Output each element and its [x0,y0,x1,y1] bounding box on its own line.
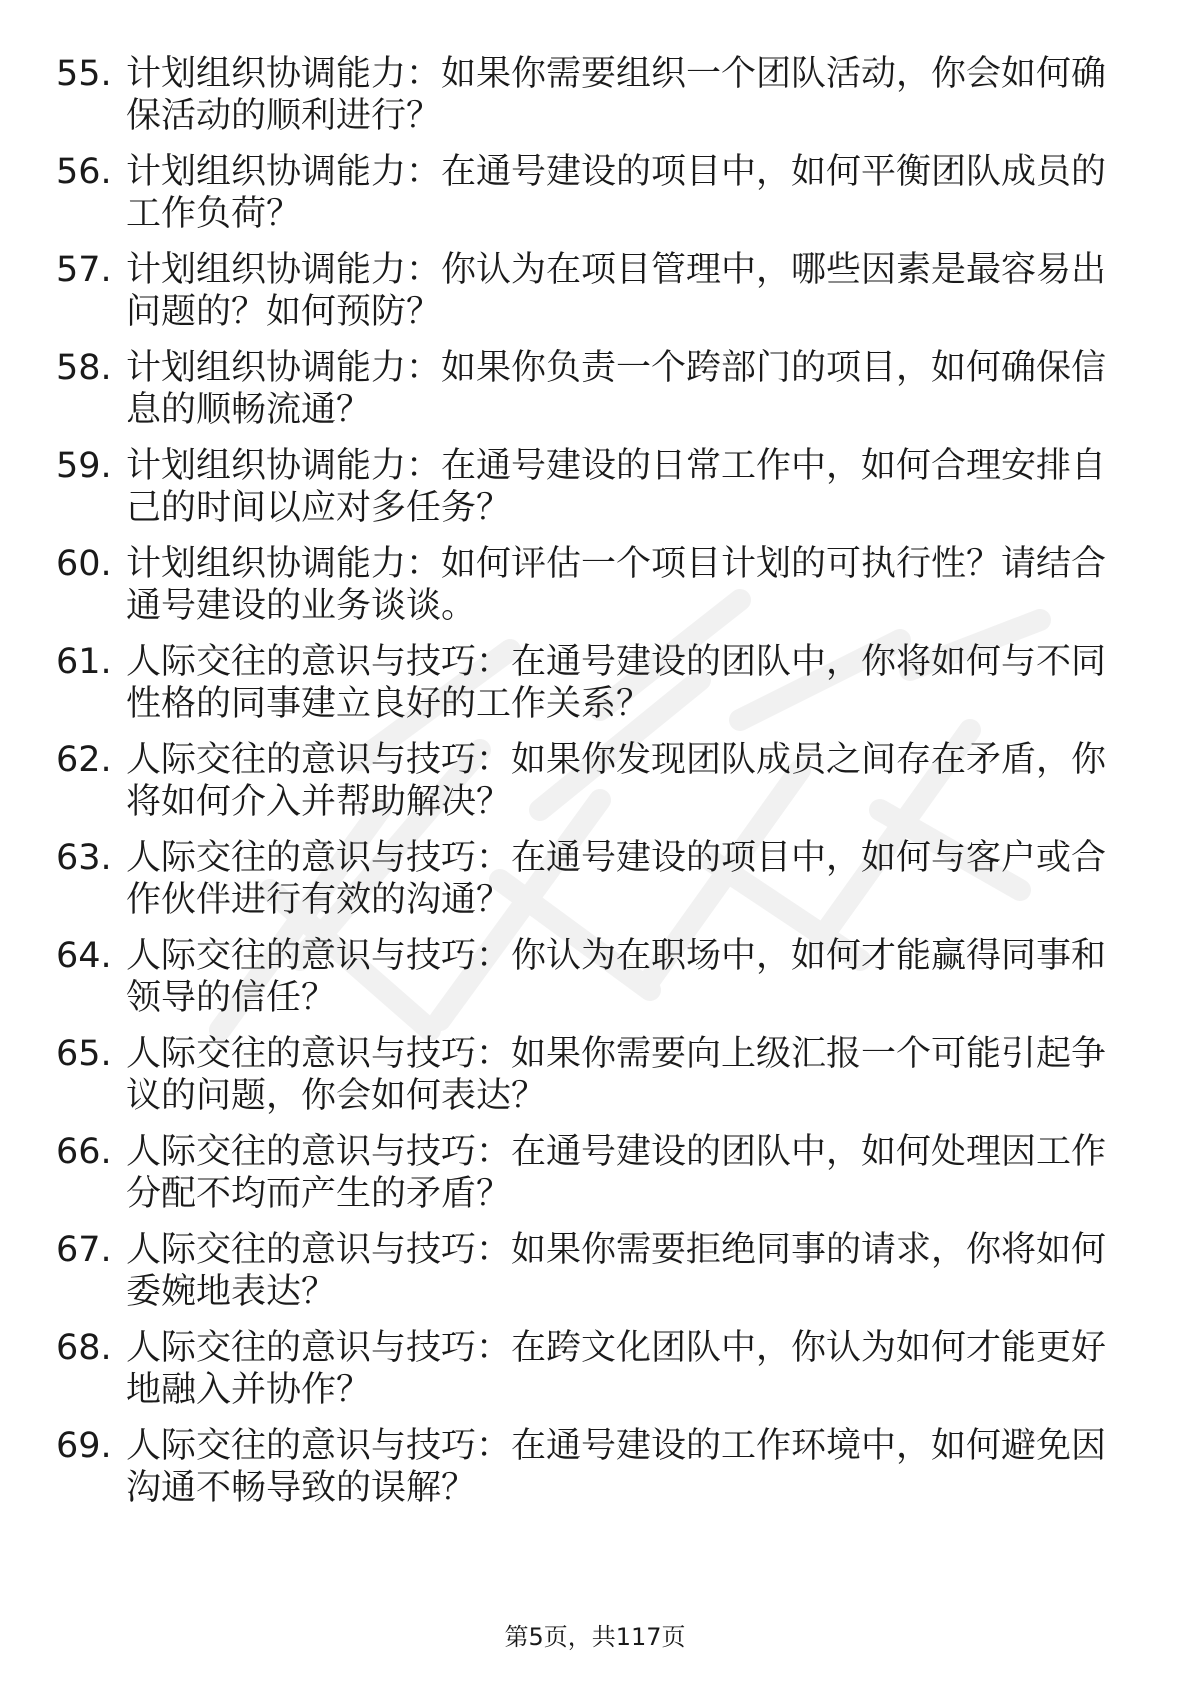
question-number: 57. [56,250,112,290]
question-item [56,1033,1136,1131]
question-number: 64. [56,936,112,976]
page-footer: 第5页，共117页 [504,1623,686,1651]
question-number: 55. [56,54,112,94]
question-item [56,1229,1136,1327]
question-text: 人际交往的意识与技巧：在跨文化团队中，你认为如何才能更好地融入并协作？ [126,1328,1107,1410]
question-text: 人际交往的意识与技巧：如果你发现团队成员之间存在矛盾，你将如何介入并帮助解决？ [126,740,1107,822]
question-number: 67. [56,1230,112,1270]
question-number: 68. [56,1328,112,1368]
question-number: 59. [56,446,112,486]
question-text: 计划组织协调能力：如果你需要组织一个团队活动，你会如何确保活动的顺利进行？ [126,54,1107,136]
question-number: 63. [56,838,112,878]
question-item [56,641,1136,739]
question-list [56,53,1136,1523]
question-item [56,739,1136,837]
question-text: 计划组织协调能力：如果你负责一个跨部门的项目，如何确保信息的顺畅流通？ [126,348,1107,430]
question-text: 计划组织协调能力：你认为在项目管理中，哪些因素是最容易出问题的？如何预防？ [126,250,1107,332]
question-text: 计划组织协调能力：在通号建设的日常工作中，如何合理安排自己的时间以应对多任务？ [126,446,1107,528]
question-item [56,837,1136,935]
question-item [56,445,1136,543]
question-text: 人际交往的意识与技巧：如果你需要向上级汇报一个可能引起争议的问题，你会如何表达？ [126,1034,1107,1116]
question-number: 69. [56,1426,112,1466]
question-number: 65. [56,1034,112,1074]
question-text: 人际交往的意识与技巧：在通号建设的团队中，你将如何与不同性格的同事建立良好的工作关系？ [126,642,1107,724]
question-item [56,543,1136,641]
question-item [56,151,1136,249]
question-item [56,1131,1136,1229]
question-text: 人际交往的意识与技巧：在通号建设的工作环境中，如何避免因沟通不畅导致的误解？ [126,1426,1107,1508]
question-text: 人际交往的意识与技巧：在通号建设的项目中，如何与客户或合作伙伴进行有效的沟通？ [126,838,1107,920]
question-item [56,1425,1136,1523]
question-item [56,347,1136,445]
question-item [56,53,1136,151]
question-item [56,1327,1136,1425]
question-text: 人际交往的意识与技巧：如果你需要拒绝同事的请求，你将如何委婉地表达？ [126,1230,1107,1312]
question-text: 计划组织协调能力：如何评估一个项目计划的可执行性？请结合通号建设的业务谈谈。 [126,544,1107,626]
question-number: 58. [56,348,112,388]
question-number: 62. [56,740,112,780]
question-number: 56. [56,152,112,192]
question-item [56,249,1136,347]
question-number: 61. [56,642,112,682]
question-number: 60. [56,544,112,584]
question-text: 计划组织协调能力：在通号建设的项目中，如何平衡团队成员的工作负荷？ [126,152,1107,234]
question-number: 66. [56,1132,112,1172]
question-text: 人际交往的意识与技巧：在通号建设的团队中，如何处理因工作分配不均而产生的矛盾？ [126,1132,1107,1214]
question-text: 人际交往的意识与技巧：你认为在职场中，如何才能赢得同事和领导的信任？ [126,936,1107,1018]
question-item [56,935,1136,1033]
